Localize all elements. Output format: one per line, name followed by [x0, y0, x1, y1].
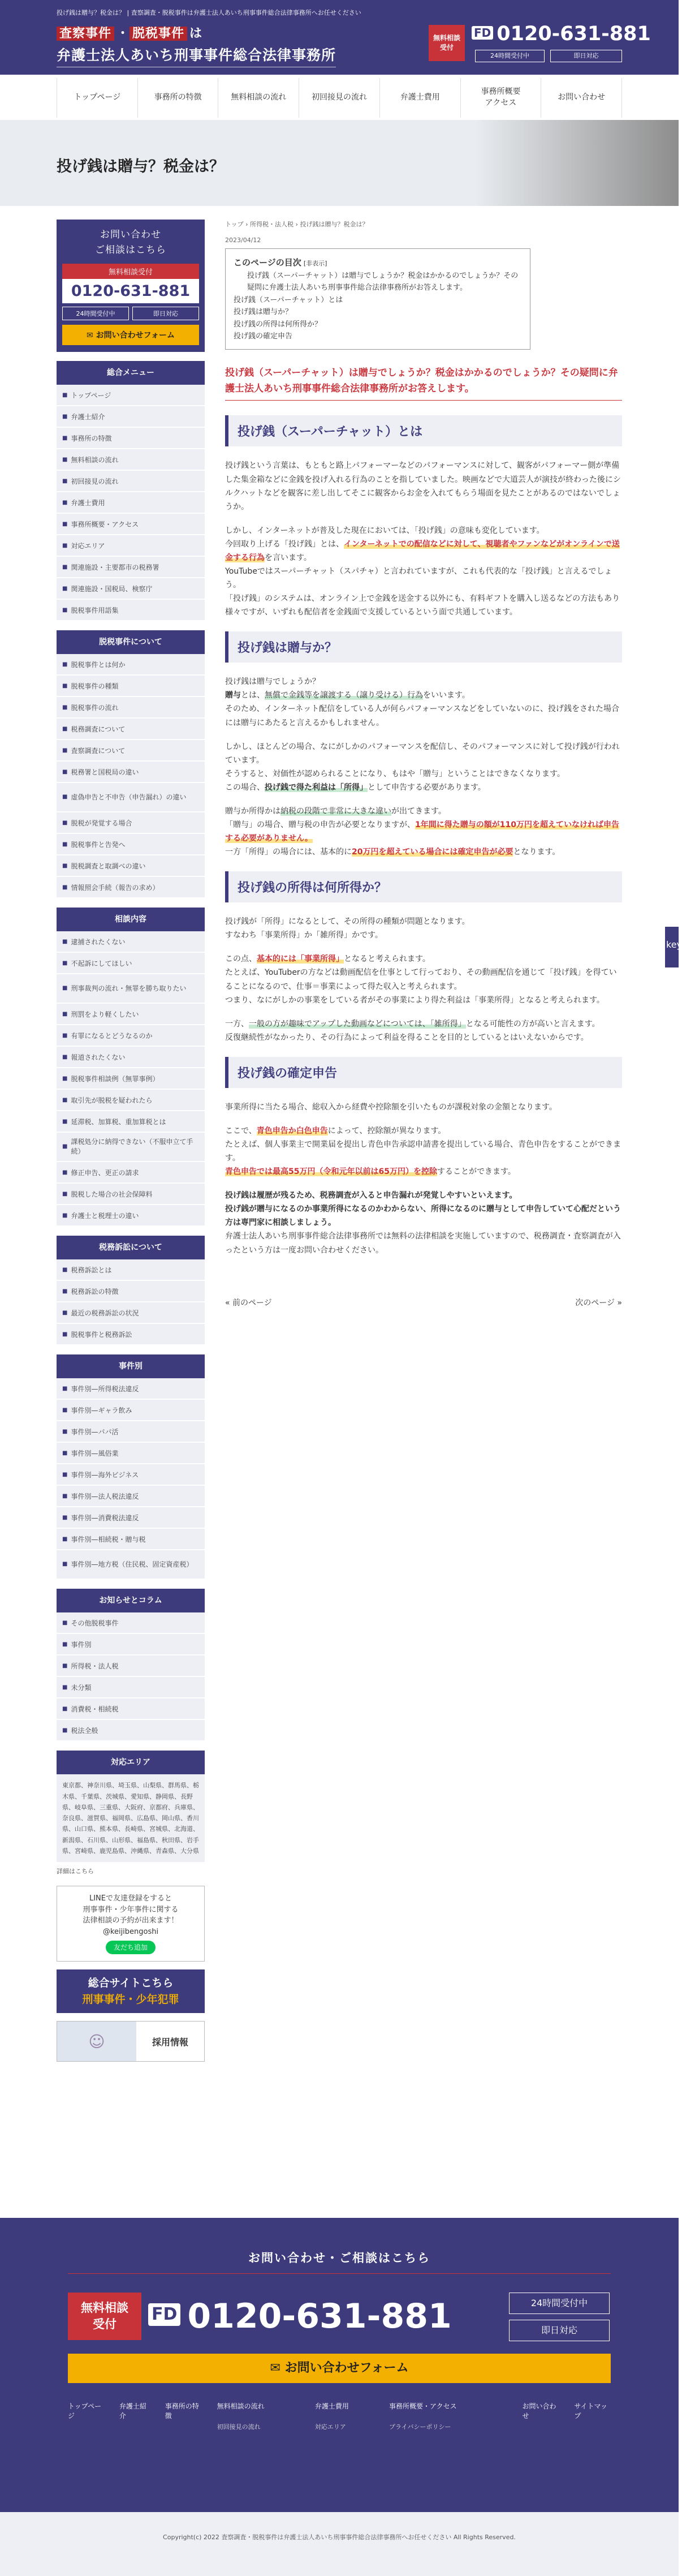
section-heading: 投げ銭は贈与か？: [225, 631, 622, 663]
sidebar-menu-label: 事件別—海外ビジネス: [71, 1470, 139, 1479]
prev-page-link[interactable]: « 前のページ: [225, 1298, 272, 1308]
sidebar-menu-item[interactable]: [57, 449, 205, 471]
footer-nav-item[interactable]: 無料相談の流れ初回接見の流れ: [217, 2402, 265, 2431]
sidebar-menu-item[interactable]: [57, 1205, 205, 1227]
bullet-icon: ■: [62, 607, 68, 613]
sidebar-menu-item[interactable]: [57, 1529, 205, 1550]
bullet-icon: ■: [62, 1118, 68, 1125]
sidebar-menu-label: 脱税事件相談例（無罪事例）: [71, 1074, 159, 1083]
bullet-icon: ■: [62, 1705, 68, 1712]
sidebar-menu-label: 所得税・法人税: [71, 1662, 119, 1670]
sidebar-menu-label: 事件別—地方税（住民税、固定資産税）: [71, 1560, 193, 1568]
bullet-icon: ■: [62, 938, 68, 945]
sidebar-menu-label: 脱税事件用語集: [71, 606, 119, 614]
nav-office[interactable]: 事務所概要 アクセス: [461, 78, 542, 118]
bullet-icon: ■: [62, 1619, 68, 1626]
bullet-icon: ■: [62, 819, 68, 826]
footer-sub-link[interactable]: プライバシーポリシー: [389, 2423, 451, 2431]
footer-sub-link[interactable]: 対応エリア: [314, 2423, 346, 2431]
sidebar-menu-label: 事件別—ギャラ飲み: [71, 1406, 132, 1414]
header-sameday: 即日対応: [550, 50, 622, 62]
post-date: 2023/04/12: [225, 236, 261, 244]
bullet-icon: ■: [62, 1190, 68, 1197]
site-logo-name[interactable]: 弁護士法人あいち刑事事件総合法律事務所: [57, 44, 336, 67]
paragraph: 投げ銭という言葉は、もともと路上パフォーマーなどのパフォーマンスに対して、観客がパフォーマー側が準備した集金箱などに金銭を投げ入れる行為のことを指していました。映画などで大道芸人が演技が終わった後にシルクハットなどを観客に差し出してそこに観客からお金を入れてもらう場面を見たことがあるのではないでしょうか。: [225, 461, 621, 511]
footer-24h: 24時間受付中: [509, 2293, 610, 2314]
sidebar-menu-item[interactable]: [57, 1720, 205, 1741]
bullet-icon: ■: [62, 1096, 68, 1103]
sidebar-section-title: 脱税事件について: [57, 630, 205, 654]
sidebar-menu-label: 弁護士と税理士の違い: [71, 1211, 139, 1220]
footer-form-button[interactable]: ✉ お問い合わせフォーム: [68, 2354, 611, 2383]
sidebar-menu-label: 無料相談の流れ: [71, 455, 119, 464]
paragraph: 事業所得に当たる場合、総収入から経費や控除額を引いたものが課税対象の金額となります。: [225, 1102, 557, 1112]
paragraph: この点、基本的には「事業所得」となると考えられます。 たとえば、YouTuberの方などは動画配信を仕事として行っており、その動画配信を通じて「投げ銭」を得ていることになるので、仕事＝事業によって得た収入と考えられます。 つまり、なにがしかの事業をしている者がその事業により得た利益は「事業所得」となると考えられます。: [225, 954, 617, 1005]
footer-heading: お問い合わせ・ご相談はこちら: [248, 2251, 430, 2265]
section-heading: 投げ銭（スーパーチャット）とは: [225, 415, 622, 446]
nav-features[interactable]: 事務所の特徴: [138, 78, 219, 118]
footer-nav-item[interactable]: 弁護士紹介: [119, 2402, 146, 2420]
sidebar-menu-item[interactable]: [57, 471, 205, 492]
sidebar-menu-item[interactable]: [57, 1111, 205, 1133]
sidebar-head-area: 対応エリア: [57, 1751, 205, 1774]
bullet-icon: ■: [62, 521, 68, 527]
sidebar-menu-label: 事務所概要・アクセス: [71, 520, 139, 528]
sidebar-menu-label: 税務訴訟の特徴: [71, 1287, 119, 1296]
header-phone[interactable]: FD 0120-631-881: [472, 23, 651, 45]
nav-visit-flow[interactable]: 初回接見の流れ: [299, 78, 380, 118]
footer-nav-item[interactable]: 弁護士費用対応エリア: [314, 2402, 349, 2431]
article: [225, 220, 622, 1308]
sidebar-menu-label: 事務所の特徴: [71, 434, 112, 442]
sidebar-section-title: 相談内容: [57, 908, 205, 931]
lead-text: 投げ銭（スーパーチャット）は贈与でしょうか？税金はかかるのでしょうか？その疑問に弁護士法人あいち刑事事件総合法律事務所がお答えします。: [225, 365, 622, 401]
footer-nav-item[interactable]: サイトマップ: [574, 2402, 608, 2420]
paragraph: 贈与か所得かは納税の段階で非常に大きな違いが出てきます。 「贈与」の場合、贈与税の申告が必要となりますが、1年間に得た贈与の額が110万円を超えていなければ申告する必要がありません。 一方「所得」の場合には、基本的に20万円を超えている場合には確定申告が必要となります。: [225, 806, 619, 857]
toc-item[interactable]: 投げ銭の確定申告: [234, 332, 293, 341]
sidebar-menu-item[interactable]: [57, 1324, 205, 1345]
sidebar-menu-label: 関連施設・国税局、検察庁: [71, 584, 153, 593]
line-add-button[interactable]: 友だち追加: [106, 1941, 156, 1954]
bullet-icon: ■: [62, 585, 68, 592]
bullet-icon: ■: [62, 1561, 68, 1568]
table-of-contents: [225, 248, 530, 350]
sidebar-menu-item[interactable]: [57, 855, 205, 877]
footer-free-badge: 無料相談 受付: [68, 2293, 141, 2340]
sidebar-menu-label: トップページ: [71, 391, 111, 399]
bullet-icon: ■: [62, 1428, 68, 1435]
bullet-icon: ■: [62, 1143, 68, 1150]
sidebar-menu-item[interactable]: [57, 834, 205, 855]
sidebar-menu-item[interactable]: [57, 1421, 205, 1443]
sidebar-menu-label: 有罪になるとどうなるのか: [71, 1031, 153, 1040]
sidebar-menu-label: 弁護士紹介: [71, 412, 105, 421]
toc-title: このページの目次: [234, 257, 301, 268]
sidebar-menu-item[interactable]: [57, 1302, 205, 1324]
bullet-icon: ■: [62, 1536, 68, 1542]
bullet-icon: ■: [62, 1662, 68, 1669]
bullet-icon: ■: [62, 1010, 68, 1017]
sidebar-menu-item[interactable]: [57, 1259, 205, 1281]
sidebar-menu-label: 報道されたくない: [71, 1053, 126, 1061]
footer-sameday: 即日対応: [509, 2320, 610, 2341]
bullet-icon: ■: [62, 862, 68, 869]
bullet-icon: ■: [62, 1471, 68, 1478]
sidebar-menu-item[interactable]: [57, 1486, 205, 1507]
bullet-icon: ■: [62, 499, 68, 506]
copyright: Copyright(c) 2022 査察調査・脱税事件は弁護士法人あいち刑事事件総合法律事務所へお任せください All Rights Reserved.: [0, 2512, 679, 2576]
sidebar-menu-label: 刑事裁判の流れ・無罪を勝ち取りたい: [71, 984, 187, 992]
sidebar-menu-item[interactable]: [57, 492, 205, 514]
sidebar-menu-label: 脱税事件と税務訴訟: [71, 1330, 132, 1339]
sidebar-menu-item[interactable]: [57, 1634, 205, 1655]
toc-item[interactable]: 投げ銭は贈与か？: [234, 308, 293, 317]
bullet-icon: ■: [62, 747, 68, 754]
paragraph: しかし、ほとんどの場合、なにがしかのパフォーマンスを配信し、そのパフォーマンスに対して投げ銭が行われています。 そうすると、対価性が認められることになり、もはや「贈与」ということはできなくなります。 この場合、投げ銭で得た利益は「所得」として申告する必要があります。: [225, 742, 620, 792]
sidebar-sameday: 即日対応: [132, 307, 199, 320]
sidebar-menu-label: 修正申告、更正の請求: [71, 1168, 139, 1177]
bullet-icon: ■: [62, 1450, 68, 1456]
sidebar-menu-label: 税務調査について: [71, 725, 126, 733]
bullet-icon: ■: [62, 1641, 68, 1648]
paragraph: 投げ銭は履歴が残るため、税務調査が入ると申告漏れが発覚しやすいといえます。 投げ銭が贈与になるのか事業所得になるのかわからない、所得になるのに贈与として申告していて心配だという方は専門家に相談しましょう。 弁護士法人あいち刑事事件総合法律事務所では無料の法律相談を実施していますので、税務調査・査察調査が入ったという方は一度お問い合わせください。: [225, 1191, 621, 1255]
header-24h: 24時間受付中: [475, 50, 545, 62]
page-title: 投げ銭は贈与？税金は？: [57, 158, 225, 175]
sidebar-menu-item[interactable]: [57, 1400, 205, 1421]
sidebar-menu-label: 課税処分に納得できない（不服申立て手続）: [71, 1137, 193, 1156]
sidebar-menu-item[interactable]: [57, 697, 205, 719]
main-site-banner[interactable]: 総合サイトこちら 刑事事件・少年犯罪: [57, 1969, 205, 2013]
bullet-icon: ■: [62, 1727, 68, 1734]
bullet-icon: ■: [62, 1169, 68, 1176]
footer-nav-item[interactable]: お問い合わせ: [522, 2402, 556, 2420]
site-header: [0, 0, 679, 75]
sidebar-menu-label: 情報照会手続（報告の求め）: [71, 883, 159, 892]
sidebar-contact-title: お問い合わせ ご相談はこちら: [95, 229, 166, 256]
sidebar-menu-label: 対応エリア: [71, 541, 105, 550]
freedial-icon: FD: [148, 2303, 180, 2326]
section-heading: 投げ銭の確定申告: [225, 1057, 622, 1088]
sidebar-menu-item[interactable]: [57, 1004, 205, 1025]
sidebar-menu-label: 脱税が発覚する場合: [71, 819, 132, 827]
sidebar-menu-label: 脱税調査と取調べの違い: [71, 862, 146, 870]
bullet-icon: ■: [62, 1331, 68, 1338]
sidebar-menu-item[interactable]: [57, 600, 205, 621]
sidebar-menu-item[interactable]: [57, 1162, 205, 1184]
bullet-icon: ■: [62, 1212, 68, 1219]
sidebar-menu-label: 未分類: [71, 1683, 92, 1692]
sidebar-menu-item[interactable]: [57, 1090, 205, 1111]
recruit-banner[interactable]: ☺ 採用情報: [57, 2021, 205, 2062]
sidebar-menu-label: 脱税事件と告発へ: [71, 840, 126, 849]
sidebar-menu-item[interactable]: [57, 719, 205, 740]
sidebar-menu-label: 脱税事件の種類: [71, 682, 119, 690]
sidebar-menu-item[interactable]: [57, 514, 205, 535]
footer-nav: [68, 2401, 611, 2431]
sidebar-menu-item[interactable]: [57, 385, 205, 406]
toc-item[interactable]: 投げ銭（スーパーチャット）とは: [234, 295, 343, 304]
bullet-icon: ■: [62, 1493, 68, 1499]
bullet-icon: ■: [62, 1684, 68, 1691]
sidebar-menu-label: 脱税した場合の社会保障料: [71, 1190, 153, 1198]
sidebar-free-badge: 無料相談受付: [62, 264, 199, 279]
header-note: 投げ銭は贈与？税金は？ | 査察調査・脱税事件は弁護士法人あいち刑事事件総合法律事務所へお任せください: [57, 9, 361, 16]
toc-item[interactable]: 投げ銭の所得は何所得か？: [234, 320, 322, 329]
sidebar-menu-item[interactable]: [57, 740, 205, 762]
sidebar-menu-item[interactable]: [57, 812, 205, 834]
bullet-icon: ■: [62, 985, 68, 992]
sidebar-menu-item[interactable]: [57, 1464, 205, 1486]
sidebar-menu-label: 税務署と国税局の違い: [71, 768, 139, 776]
sidebar-form-button[interactable]: ✉ お問い合わせフォーム: [62, 325, 199, 345]
free-consult-badge: 無料相談受付: [429, 25, 465, 61]
bullet-icon: ■: [62, 1385, 68, 1392]
line-id: @keijibengoshi: [102, 1927, 159, 1936]
paragraph: ここで、青色申告か白色申告によって、控除額が異なります。 たとえば、個人事業主で開業届を提出し青色申告承認申請書を提出している場合、青色申告をすることができます。 青色申告では最高55万円（令和元年以前は65万円）を控除することができます。: [225, 1126, 621, 1177]
bullet-icon: ■: [62, 960, 68, 966]
bullet-icon: ■: [62, 413, 68, 420]
sidebar-menu-item[interactable]: [57, 535, 205, 557]
bullet-icon: ■: [62, 884, 68, 891]
pager: [225, 1297, 622, 1308]
sidebar-menu-label: 不起訴にしてほしい: [71, 959, 132, 967]
sidebar-menu-label: 事件別—所得税法違反: [71, 1384, 139, 1393]
sidebar-menu-item[interactable]: [57, 578, 205, 600]
sidebar-menu-label: 延滞税、加算税、重加算税とは: [71, 1117, 166, 1126]
sidebar-menu-item[interactable]: [57, 1378, 205, 1400]
sidebar-menu-item[interactable]: [57, 557, 205, 578]
bullet-icon: ■: [62, 661, 68, 668]
bullet-icon: ■: [62, 768, 68, 775]
global-nav: [57, 78, 622, 118]
next-page-link[interactable]: 次のページ »: [575, 1298, 622, 1308]
sidebar-menu-label: 逮捕されたくない: [71, 937, 126, 946]
sidebar-menu-item[interactable]: [57, 1443, 205, 1464]
sidebar-menu-item[interactable]: [57, 762, 205, 783]
sidebar-menu-item[interactable]: [57, 953, 205, 974]
sidebar-menu-item[interactable]: [57, 428, 205, 449]
bullet-icon: ■: [62, 1266, 68, 1273]
sidebar-menu-label: 事件別: [71, 1640, 92, 1649]
sidebar-menu-item[interactable]: [57, 1184, 205, 1205]
section-heading: 投げ銭の所得は何所得か？: [225, 871, 622, 902]
sidebar-menu-item[interactable]: [57, 1655, 205, 1677]
sidebar-menu-label: 税法全般: [71, 1726, 98, 1735]
sidebar-menu-label: 事件別—パパ活: [71, 1427, 119, 1436]
keyword-tab[interactable]: key: [665, 927, 679, 967]
bullet-icon: ■: [62, 794, 68, 801]
sidebar-menu-item[interactable]: [57, 1047, 205, 1068]
paragraph: 一方、一般の方が趣味でアップした動画などについては、「雑所得」となる可能性の方が高いと言えます。 反復継続性がなかったり、その行為によって利益を得ることを目的としているとはいえないからです。: [225, 1019, 600, 1042]
sidebar-menu-item[interactable]: [57, 1612, 205, 1634]
sidebar-menu-label: その他脱税事件: [71, 1619, 119, 1627]
nav-consult-flow[interactable]: 無料相談の流れ: [218, 78, 299, 118]
nav-contact[interactable]: お問い合わせ: [541, 78, 622, 118]
footer-nav-item[interactable]: 事務所概要・アクセスプライバシーポリシー: [389, 2402, 457, 2431]
sidebar-menu-item[interactable]: [57, 676, 205, 697]
footer-nav-item[interactable]: 事務所の特徴: [165, 2402, 199, 2420]
bullet-icon: ■: [62, 478, 68, 484]
sidebar-menu-item[interactable]: [57, 406, 205, 428]
line-banner[interactable]: LINEで友達登録をすると 刑事事件・少年事件に関する 法律相談の予約が出来ます！ @keijibengoshi 友だち追加: [57, 1886, 205, 1962]
paragraph: 投げ銭は贈与でしょうか？ 贈与とは、無償で金銭等を譲渡する（譲り受ける）行為をいいます。 そのため、インターネット配信をしている人が何らパフォーマンスなどをしていないのに、投げ銭をされた場合には贈与にあたると言えるかもしれません。: [225, 677, 620, 728]
footer-nav-item[interactable]: トップページ: [68, 2402, 102, 2420]
sidebar-menu-item[interactable]: [57, 1281, 205, 1302]
footer-phone[interactable]: FD 0120-631-881: [148, 2294, 452, 2339]
freedial-icon: FD: [472, 26, 493, 40]
bullet-icon: ■: [62, 725, 68, 732]
sidebar-menus: [57, 361, 205, 1741]
sidebar-menu-item[interactable]: [57, 1698, 205, 1720]
footer-divider: [68, 2273, 611, 2274]
sidebar-menu-item[interactable]: [57, 1507, 205, 1529]
sidebar-menu-label: 弁護士費用: [71, 498, 105, 507]
bullet-icon: ■: [62, 564, 68, 570]
sidebar-menu-item[interactable]: [57, 1068, 205, 1090]
sidebar-menu-label: 脱税事件とは何か: [71, 660, 126, 669]
site-logo[interactable]: 査察事件 ・ 脱税事件 は: [57, 24, 202, 41]
sidebar-menu-label: 初回接見の流れ: [71, 477, 119, 485]
bullet-icon: ■: [62, 456, 68, 463]
nav-fees[interactable]: 弁護士費用: [380, 78, 461, 118]
staff-photo: ☺: [57, 2022, 136, 2061]
toc-toggle[interactable]: [非表示]: [303, 260, 327, 267]
sidebar-menu-label: 査察調査について: [71, 746, 126, 755]
sidebar-menu-label: 事件別—相続税・贈与税: [71, 1535, 146, 1543]
bullet-icon: ■: [62, 1407, 68, 1413]
area-list: 東京都、神奈川県、埼玉県、山梨県、群馬県、栃木県、千葉県、茨城県、愛知県、静岡県、長野県、岐阜県、三重県、大阪府、京都府、兵庫県、奈良県、滋賀県、福岡県、広島県、岡山県、香川県、山口県、熊本県、長崎県、宮城県、北海道、新潟県、石川県、山形県、福島県、秋田県、岩手県、宮崎県、鹿児島県、沖縄県、青森県、大分県: [57, 1774, 205, 1862]
sidebar-section-title: 税務訴訟について: [57, 1236, 205, 1259]
sidebar-menu-label: 事件別—消費税法違反: [71, 1513, 139, 1522]
sidebar-menu-item[interactable]: [57, 1550, 205, 1580]
sidebar-phone[interactable]: 0120-631-881: [62, 279, 199, 303]
sidebar-menu-item[interactable]: [57, 1133, 205, 1162]
bullet-icon: ■: [62, 704, 68, 711]
sidebar-menu-item[interactable]: [57, 974, 205, 1004]
bullet-icon: ■: [62, 392, 68, 398]
bullet-icon: ■: [62, 1075, 68, 1082]
sidebar-menu-item[interactable]: [57, 654, 205, 676]
nav-top[interactable]: トップページ: [57, 78, 138, 118]
breadcrumb[interactable]: トップ › 所得税・法人税 › 投げ銭は贈与？税金は？: [225, 221, 369, 228]
bullet-icon: ■: [62, 1288, 68, 1295]
sidebar-menu-label: 消費税・相続税: [71, 1705, 119, 1713]
sidebar-menu-label: 刑罰をより軽くしたい: [71, 1010, 139, 1018]
sidebar-section-title: お知らせとコラム: [57, 1589, 205, 1612]
sidebar-menu-label: 最近の税務訴訟の状況: [71, 1309, 139, 1317]
bullet-icon: ■: [62, 1032, 68, 1039]
sidebar-menu-label: 取引先が脱税を疑われたら: [71, 1096, 153, 1104]
sidebar: [57, 220, 205, 2062]
toc-item[interactable]: 投げ銭（スーパーチャット）は贈与でしょうか？税金はかかるのでしょうか？その疑問に弁護士法人あいち刑事事件総合法律事務所がお答えします。: [247, 271, 519, 293]
bullet-icon: ■: [62, 1053, 68, 1060]
sidebar-menu-item[interactable]: [57, 931, 205, 953]
bullet-icon: ■: [62, 1309, 68, 1316]
sidebar-menu-item[interactable]: [57, 877, 205, 898]
bullet-icon: ■: [62, 841, 68, 848]
bullet-icon: ■: [62, 1514, 68, 1521]
bullet-icon: ■: [62, 682, 68, 689]
bullet-icon: ■: [62, 542, 68, 549]
sidebar-menu-item[interactable]: [57, 783, 205, 812]
sidebar-menu-label: 事件別—法人税法違反: [71, 1492, 139, 1500]
area-more-link[interactable]: 詳細はこちら: [57, 1868, 94, 1876]
sidebar-24h: 24時間受付中: [62, 307, 129, 320]
mail-icon: ✉: [87, 331, 96, 341]
footer-sub-link[interactable]: 初回接見の流れ: [217, 2423, 261, 2431]
sidebar-menu-label: 事件別—風俗業: [71, 1449, 119, 1457]
sidebar-menu-item[interactable]: [57, 1677, 205, 1698]
sidebar-menu-label: 脱税事件の流れ: [71, 703, 119, 712]
sidebar-menu-label: 税務訴訟とは: [71, 1266, 112, 1274]
bullet-icon: ■: [62, 435, 68, 441]
mail-icon: ✉: [270, 2361, 285, 2375]
sidebar-contact-box: [57, 220, 205, 352]
sidebar-menu-label: 関連施設・主要都市の税務署: [71, 563, 159, 571]
sidebar-section-title: 総合メニュー: [57, 361, 205, 385]
sidebar-menu-label: 虚偽申告と不申告（申告漏れ）の違い: [71, 793, 187, 801]
paragraph: 投げ銭が「所得」になるとして、その所得の種類が問題となります。 すなわち「事業所得」か「雑所得」かです。: [225, 917, 470, 940]
paragraph: しかし、インターネットが普及した現在においては、「投げ銭」の意味も変化しています。 今回取り上げる「投げ銭」とは、インターネットでの配信などに対して、視聴者やファンなどがオンラインで送金する行為を言います。 YouTubeではスーパーチャット（スパチャ）と言われていますが、これも代表的な「投げ銭」と言えるでしょう。 「投げ銭」のシステムは、オンライン上で金銭を送金する以外にも、有料ギフトを購入し送るなどの方法もあり様々ですが、いずれも配信者を金銭面で支援しているという面で共通しています。: [225, 526, 620, 617]
sidebar-section-title: 事件別: [57, 1354, 205, 1378]
sidebar-menu-item[interactable]: [57, 1025, 205, 1047]
